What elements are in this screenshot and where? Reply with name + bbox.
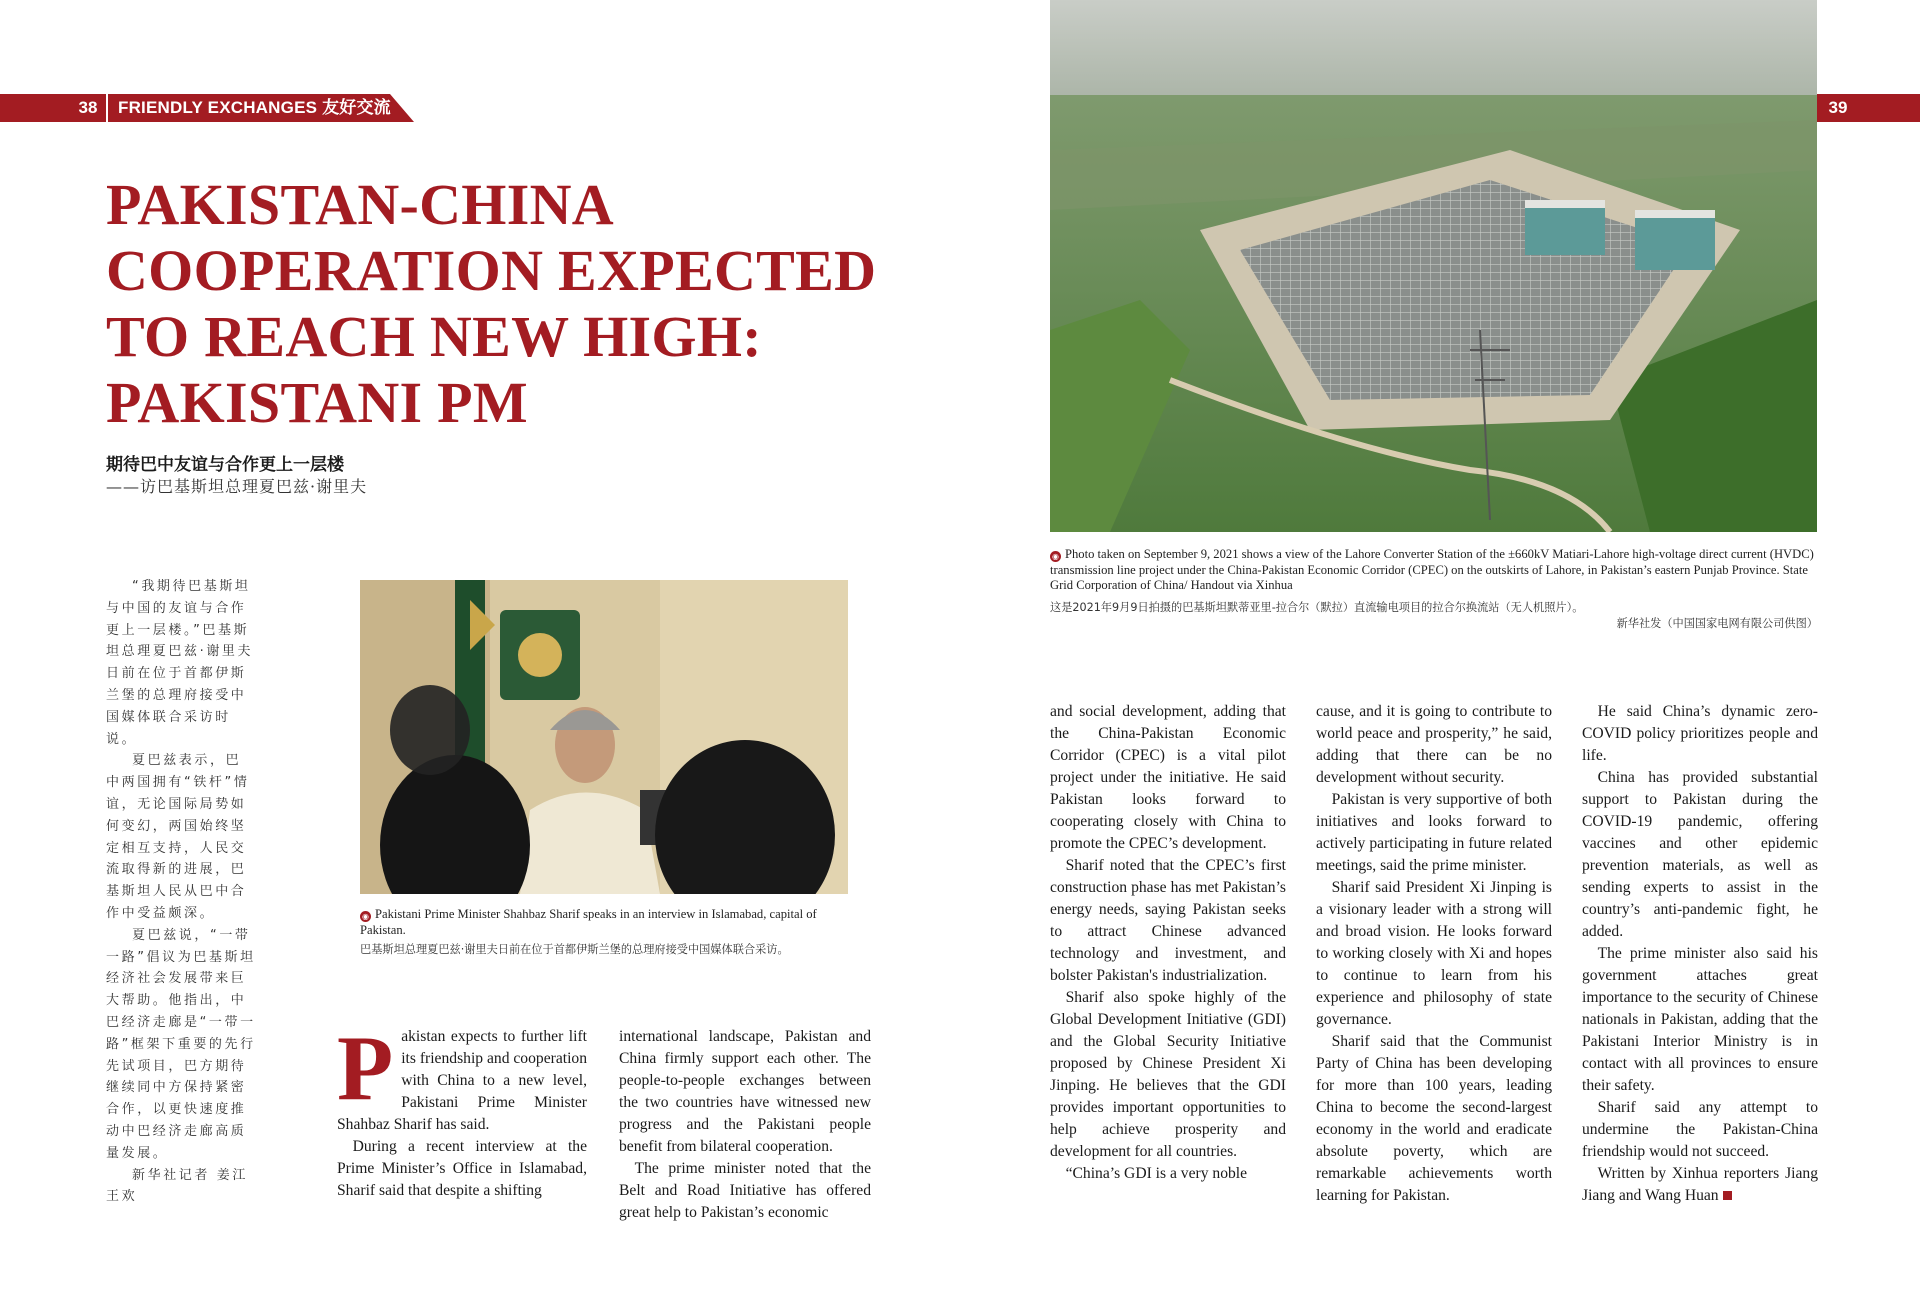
end-mark-icon [1723,1191,1732,1200]
body-paragraph: The prime minister also said his government attaches great importance to the security of Chinese nationals in Pakistan, adding that the Pakistani Interior Ministry is in contact with all provinces to ensure their safety. [1582,945,1818,1094]
camera-icon: ◉ [360,911,371,922]
aerial-credit-zh: 新华社发（中国国家电网有限公司供图） [1616,617,1818,630]
body-paragraph: Sharif said that the Communist Party of China has been developing for more than 100 years, leading China to become the second-largest economy in the world and eradicate absolute poverty, which are remarkable achievements worth learning for Pakistan. [1316,1033,1552,1204]
right-page-number: 39 [1828,98,1848,117]
body-column-3 [1050,701,1286,1185]
body-paragraph: He said China’s dynamic zero-COVID policy prioritizes people and life. [1582,703,1818,764]
prime-minister-photo [360,580,848,894]
byline-paragraph [1582,1163,1818,1207]
zh-paragraph: 夏巴兹表示，巴中两国拥有“铁杆”情谊，无论国际局势如何变幻，两国始终坚定相互支持，人民交流取得新的进展，巴基斯坦人民从巴中合作中受益颇深。 [106,753,250,921]
zh-summary-column [106,576,256,1208]
body-column-1 [337,1017,587,1202]
body-paragraph: “China’s GDI is a very noble [1065,1165,1248,1182]
body-paragraph: international landscape, Pakistan and China firmly support each other. The people-to-people exchanges between the two countries have witnessed new progress and the Pakistani people benefit from bilateral cooperation. [619,1028,871,1155]
zh-paragraph: 夏巴兹说，“一带一路”倡议为巴基斯坦经济社会发展带来巨大帮助。他指出，中巴经济走廊是“一带一路”框架下重要的先行先试项目，巴方期待继续同中方保持紧密合作，以更快速度推动中巴经济走廊高质量发展。 [106,927,256,1161]
body-paragraph: China has provided substantial support to Pakistan during the COVID-19 pandemic, offering vaccines and other epidemic prevention materials, as well as sending experts to assist in the country’s anti-pandemic fight, he added. [1582,769,1818,940]
body-column-2 [619,1026,871,1224]
body-paragraph: and social development, adding that the China-Pakistan Economic Corridor (CPEC) is a vital pilot project under the initiative. He said Pakistan looks forward to cooperating closely with China to promote the CPEC’s development. [1050,703,1286,852]
body-paragraph: Sharif said any attempt to undermine the Pakistan-China friendship would not succeed. [1582,1099,1818,1160]
body-column-4 [1316,701,1552,1207]
converter-station-photo [1050,0,1817,532]
camera-icon: ◉ [1050,551,1061,562]
body-paragraph: Sharif also spoke highly of the Global Development Initiative (GDI) and the Global Security Initiative proposed by Chinese President Xi Jinping. He believes that the GDI provides important opportunities to help achieve prosperity and development for all countries. [1050,989,1286,1160]
zh-byline: 新华社记者 姜江 王欢 [106,1167,248,1205]
drop-cap: P [337,1017,394,1119]
body-paragraph: Pakistan is very supportive of both initiatives and looks forward to actively participating in future related meetings, said the prime minister. [1316,791,1552,874]
byline: Written by Xinhua reporters Jiang Jiang and Wang Huan [1582,1165,1818,1204]
body-column-5 [1582,701,1818,1207]
body-paragraph: During a recent interview at the Prime Minister’s Office in Islamabad, Sharif said that despite a shifting [337,1138,587,1199]
subtitle-zh-interview: ——访巴基斯坦总理夏巴兹·谢里夫 [106,477,368,496]
article-title: PAKISTAN-CHINA COOPERATION EXPECTED TO REACH NEW HIGH: PAKISTANI PM [106,172,877,435]
body-paragraph: Sharif noted that the CPEC’s first construction phase has met Pakistan’s energy needs, saying Pakistan seeks to attract Chinese advanced technology and investment, and bolster Pakistan's industrialization. [1050,857,1286,984]
aerial-caption-zh: 这是2021年9月9日拍摄的巴基斯坦默蒂亚里-拉合尔（默拉）直流输电项目的拉合尔换流站（无人机照片）。 [1050,601,1584,614]
aerial-caption-en: ◉ Photo taken on September 9, 2021 shows a view of the Lahore Converter Station of the ±660kV Matiari-Lahore high-voltage direct current (HVDC) transmission line project under the China-Pakistan Economic Corridor (CPEC) on the outskirts of Lahore, in Pakistan’s eastern Punjab Province. State Grid Corporation of China/ Handout via Xinhua [1050,547,1814,592]
body-paragraph: The prime minister noted that the Belt and Road Initiative has offered great help to Pakistan’s economic [619,1160,871,1221]
left-page-number: 38 [70,94,106,122]
subtitle-zh: 期待巴中友谊与合作更上一层楼 [106,455,344,475]
body-paragraph: Sharif said President Xi Jinping is a visionary leader with a strong will and broad vision. He looks forward to working closely with Xi and hopes to continue to learn from his experience and philosophy of state governance. [1316,879,1552,1028]
body-paragraph: akistan expects to further lift its friendship and cooperation with China to a new level, Pakistani Prime Minister Shahbaz Sharif has said. [337,1028,587,1133]
zh-paragraph: “我期待巴基斯坦与中国的友谊与合作更上一层楼。”巴基斯坦总理夏巴兹·谢里夫日前在位于首都伊斯兰堡的总理府接受中国媒体联合采访时说。 [106,579,254,747]
section-label: FRIENDLY EXCHANGES 友好交流 [106,94,401,122]
pm-caption-zh: 巴基斯坦总理夏巴兹·谢里夫日前在位于首都伊斯兰堡的总理府接受中国媒体联合采访。 [360,943,789,956]
body-paragraph: cause, and it is going to contribute to world peace and prosperity,” he said, adding that there can be no development without security. [1316,703,1552,786]
pm-caption-en: ◉ Pakistani Prime Minister Shahbaz Sharif speaks in an interview in Islamabad, capital of Pakistan. [360,907,817,937]
